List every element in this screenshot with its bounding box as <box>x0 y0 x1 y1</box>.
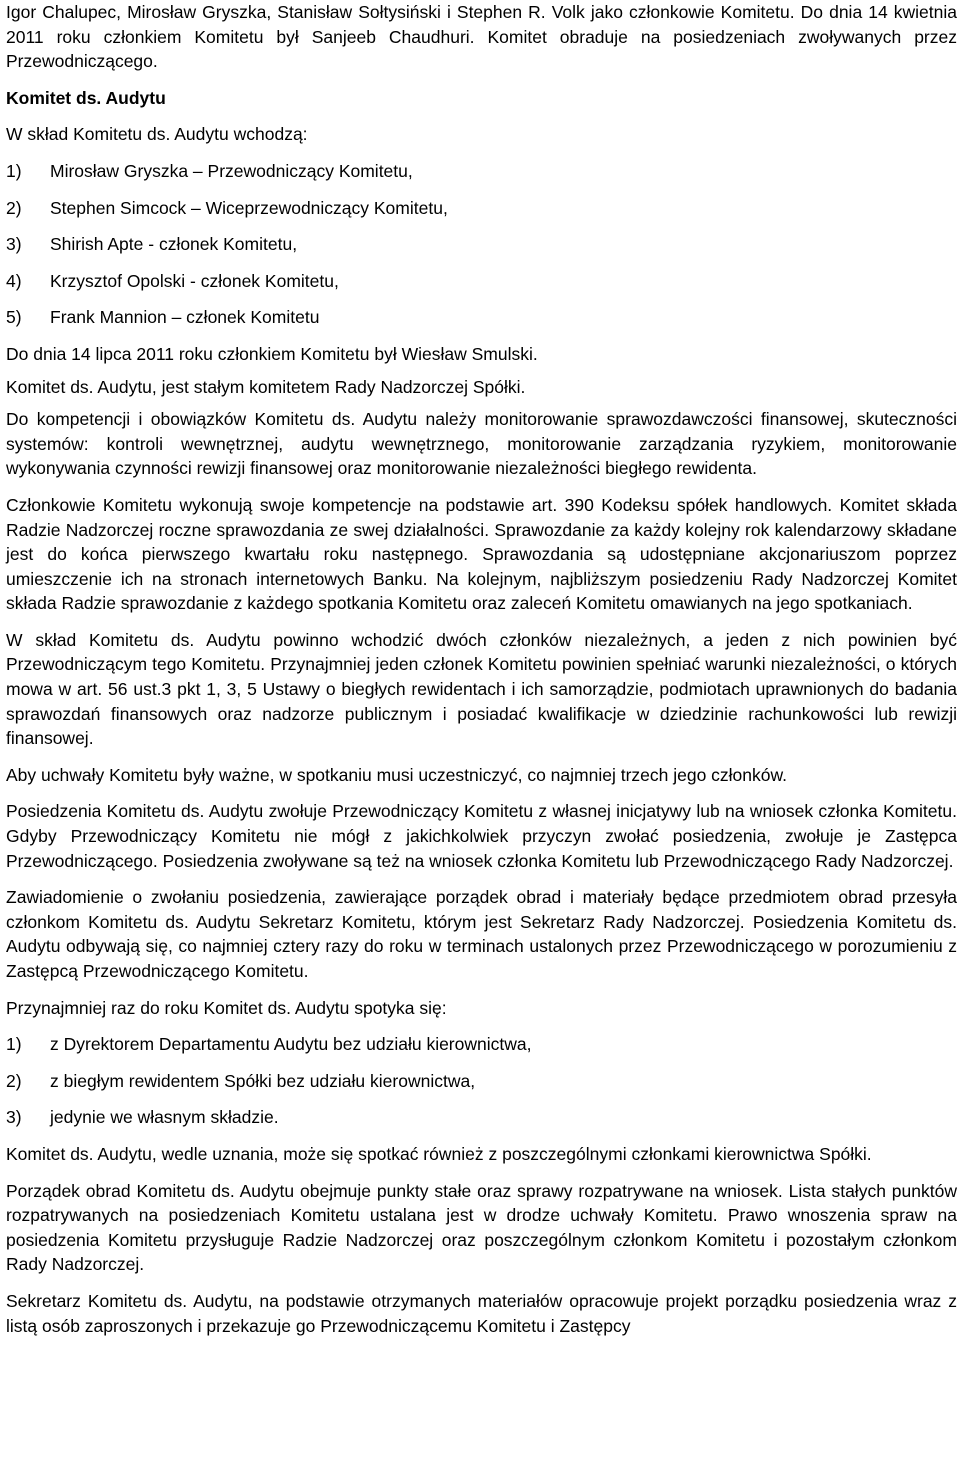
section-heading: Komitet ds. Audytu <box>6 87 166 108</box>
list-text: Stephen Simcock – Wiceprzewodniczący Komitetu, <box>50 197 448 218</box>
paragraph-intro: Igor Chalupec, Mirosław Gryszka, Stanisław Sołtysiński i Stephen R. Volk jako członkowie Komitetu. Do dnia 14 kwietnia 2011 roku członkiem Komitetu był Sanjeeb Chaudhuri. Komitet obraduje na posiedzeniach zwoływanych przez Przewodniczącego. <box>6 2 957 72</box>
list-item <box>6 159 957 184</box>
list-number: 5) <box>6 307 22 328</box>
list-number: 3) <box>6 234 22 255</box>
list-number: 4) <box>6 270 22 291</box>
list-number: 2) <box>6 197 22 218</box>
paragraph-spotyka: Przynajmniej raz do roku Komitet ds. Audytu spotyka się: <box>6 997 447 1018</box>
members-list <box>6 159 957 330</box>
list-item <box>6 1105 957 1130</box>
list-item <box>6 196 957 221</box>
paragraph-porzadek: Porządek obrad Komitetu ds. Audytu obejmuje punkty stałe oraz sprawy rozpatrywane na wniosek. Lista stałych punktów rozpatrywanych na posiedzeniach Komitetu ustalana jest w drodze uchwały Komitetu. Prawo wnoszenia spraw na posiedzenia Komitetu przysługuje Radzie Nadzorczej oraz poszczególnym członkom Komitetu i pozostałym członkom Rady Nadzorczej. <box>6 1180 957 1275</box>
paragraph-kompetencje: Do kompetencji i obowiązków Komitetu ds. Audytu należy monitorowanie sprawozdawczości finansowej, skuteczności systemów: kontroli wewnętrznej, audytu wewnętrznego, monitorowanie zarządzania ryzykiem, monitorowanie wykonywania czynności rewizji finansowej oraz monitorowanie niezależności biegłego rewidenta. <box>6 409 957 479</box>
paragraph-sklad: W skład Komitetu ds. Audytu powinno wchodzić dwóch członków niezależnych, a jeden z nich powinien być Przewodniczącym tego Komitetu. Przynajmniej jeden członek Komitetu powinien spełniać warunki niezależności, o których mowa w art. 56 ust.3 pkt 1, 3, 5 Ustawy o biegłych rewidentach i ich samorządzie, podmiotach uprawnionych do badania sprawozdań finansowych oraz nadzorze publicznym i posiadać kwalifikacje w dziedzinie rachunkowości lub rewizji finansowej. <box>6 629 957 749</box>
list-number: 1) <box>6 160 22 181</box>
list-number: 2) <box>6 1070 22 1091</box>
paragraph-wedle: Komitet ds. Audytu, wedle uznania, może się spotkać również z poszczególnymi członkami kierownictwa Spółki. <box>6 1143 872 1164</box>
list-number: 3) <box>6 1107 22 1128</box>
list-item <box>6 1032 957 1057</box>
list-item <box>6 1069 957 1094</box>
list-text: Shirish Apte - członek Komitetu, <box>50 234 298 255</box>
list-text: Mirosław Gryszka – Przewodniczący Komitetu, <box>50 160 413 181</box>
paragraph-czlonkowie: Członkowie Komitetu wykonują swoje kompetencje na podstawie art. 390 Kodeksu spółek handlowych. Komitet składa Radzie Nadzorczej roczne sprawozdania ze swej działalności. Sprawozdanie za każdy kolejny rok kalendarzowy składane jest do końca pierwszego kwartału roku następnego. Sprawozdania są udostępniane akcjonariuszom poprzez umieszczenie ich na stronach internetowych Banku. Na kolejnym, najbliższym posiedzeniu Rady Nadzorczej Komitet składa Radzie sprawozdanie z każdego spotkania Komitetu oraz zaleceń Komitetu omawianych na jego spotkaniach. <box>6 494 957 614</box>
list-item <box>6 305 957 330</box>
list-text: jedynie we własnym składzie. <box>50 1107 279 1128</box>
list-text: z biegłym rewidentem Spółki bez udziału kierownictwa, <box>50 1070 476 1091</box>
list-text: z Dyrektorem Departamentu Audytu bez udziału kierownictwa, <box>50 1034 532 1055</box>
list-item <box>6 232 957 257</box>
paragraph-members-intro: W skład Komitetu ds. Audytu wchodzą: <box>6 124 308 145</box>
paragraph-sekretarz: Sekretarz Komitetu ds. Audytu, na podstawie otrzymanych materiałów opracowuje projekt porządku posiedzenia wraz z listą osób zaproszonych i przekazuje go Przewodniczącemu Komitetu i Zastępcy <box>6 1290 957 1336</box>
paragraph-staly: Komitet ds. Audytu, jest stałym komitetem Rady Nadzorczej Spółki. <box>6 376 526 397</box>
meetings-list <box>6 1032 957 1130</box>
list-text: Frank Mannion – członek Komitetu <box>50 307 320 328</box>
paragraph-zawiadomienie: Zawiadomienie o zwołaniu posiedzenia, zawierające porządek obrad i materiały będące przedmiotem obrad przesyła członkom Komitetu ds. Audytu Sekretarz Komitetu, którym jest Sekretarz Rady Nadzorczej. Posiedzenia Komitetu ds. Audytu odbywają się, co najmniej cztery razy do roku w terminach ustalonych przez Przewodniczącego w porozumieniu z Zastępcą Przewodniczącego Komitetu. <box>6 887 957 981</box>
paragraph-posiedzenia: Posiedzenia Komitetu ds. Audytu zwołuje Przewodniczący Komitetu z własnej inicjatywy lub na wniosek członka Komitetu. Gdyby Przewodniczący Komitetu nie mógł z jakichkolwiek przyczyn zwołać posiedzenia, zwołuje je Zastępca Przewodniczącego. Posiedzenia zwoływane są też na wniosek członka Komitetu lub Przewodniczącego Rady Nadzorczej. <box>6 801 957 871</box>
paragraph-uchwaly: Aby uchwały Komitetu były ważne, w spotkaniu musi uczestniczyć, co najmniej trzech jego członków. <box>6 764 788 785</box>
paragraph-smulski: Do dnia 14 lipca 2011 roku członkiem Komitetu był Wiesław Smulski. <box>6 343 538 364</box>
list-item <box>6 269 957 294</box>
list-text: Krzysztof Opolski - członek Komitetu, <box>50 270 339 291</box>
list-number: 1) <box>6 1034 22 1055</box>
